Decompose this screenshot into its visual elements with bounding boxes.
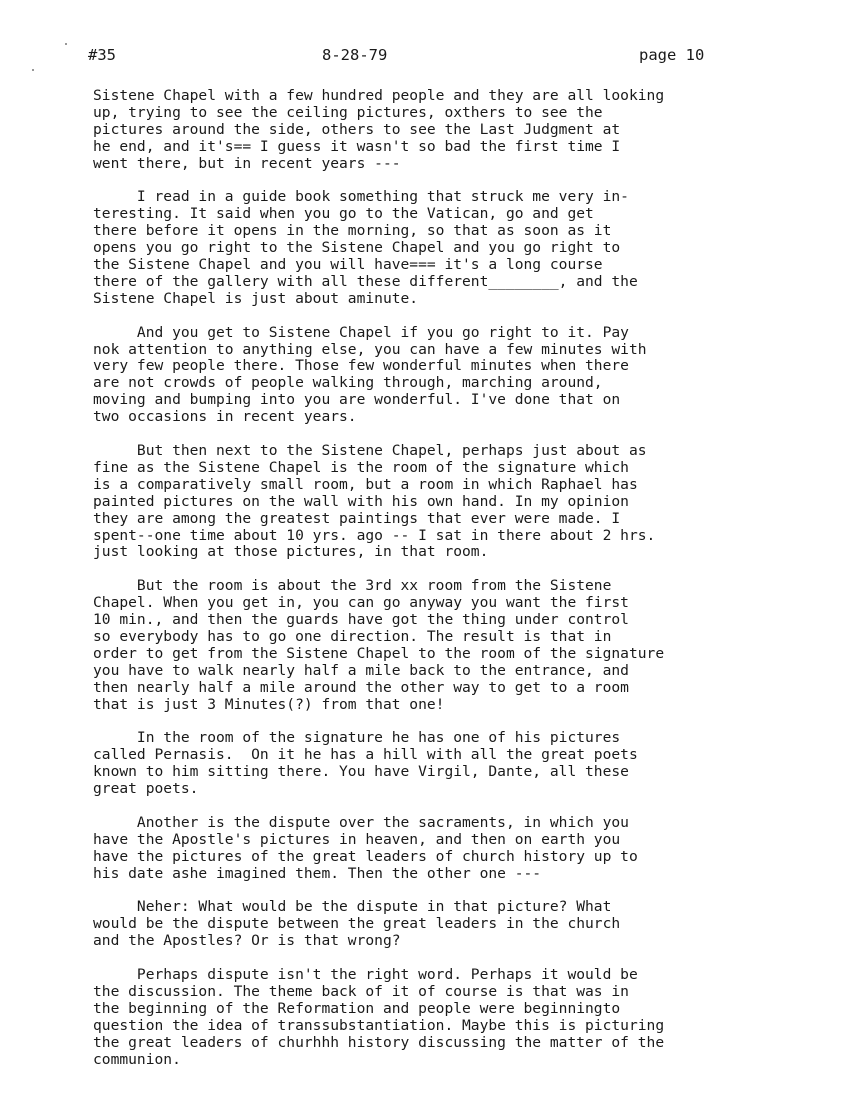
text-line: have the Apostle's pictures in heaven, and then on earth you — [93, 830, 621, 848]
text-line: his date ashe imagined them. Then the other one --- — [93, 864, 542, 882]
text-line: and the Apostles? Or is that wrong? — [93, 932, 401, 950]
text-line: went there, but in recent years --- — [93, 154, 401, 172]
text-line: But then next to the Sistene Chapel, perhaps just about as — [93, 441, 647, 459]
text-line: communion. — [93, 1050, 181, 1068]
page-header — [0, 46, 852, 66]
text-line: you have to walk nearly half a mile back to the entrance, and — [93, 661, 629, 679]
text-line: just looking at those pictures, in that room. — [93, 543, 489, 561]
text-line: known to him sitting there. You have Virgil, Dante, all these — [93, 763, 629, 781]
text-line: Chapel. When you get in, you can go anyway you want the first — [93, 594, 629, 612]
text-line: is a comparatively small room, but a room in which Raphael has — [93, 475, 638, 493]
paragraph — [93, 578, 783, 713]
text-line: question the idea of transsubstantiation. Maybe this is picturing — [93, 1016, 665, 1034]
text-line: teresting. It said when you go to the Vatican, go and get — [93, 205, 594, 223]
paragraph — [93, 730, 783, 798]
text-line: spent--one time about 10 yrs. ago -- I sat in there about 2 hrs. — [93, 526, 656, 544]
text-line: painted pictures on the wall with his own hand. In my opinion — [93, 492, 629, 510]
text-line: the great leaders of churhhh history discussing the matter of the — [93, 1033, 665, 1051]
text-line: great poets. — [93, 780, 199, 798]
paragraph — [93, 899, 783, 950]
text-line: In the room of the signature he has one of his pictures — [93, 729, 621, 747]
text-line: I read in a guide book something that struck me very in- — [93, 188, 629, 206]
text-line: then nearly half a mile around the other way to get to a room — [93, 678, 629, 696]
text-line: two occasions in recent years. — [93, 408, 357, 426]
text-line: the beginning of the Reformation and people were beginningto — [93, 999, 621, 1017]
text-line: so everybody has to go one direction. The result is that in — [93, 627, 612, 645]
paragraph — [93, 815, 783, 883]
text-line: 10 min., and then the guards have got the thing under control — [93, 611, 629, 629]
document-number: #35 — [88, 46, 116, 64]
text-line: that is just 3 Minutes(?) from that one! — [93, 695, 445, 713]
text-line: fine as the Sistene Chapel is the room of the signature which — [93, 458, 629, 476]
text-line: the discussion. The theme back of it of course is that was in — [93, 982, 629, 1000]
text-line: have the pictures of the great leaders of church history up to — [93, 847, 638, 865]
text-line: Sistene Chapel is just about aminute. — [93, 289, 419, 307]
text-line: there before it opens in the morning, so that as soon as it — [93, 222, 612, 240]
text-line: Neher: What would be the dispute in that picture? What — [93, 898, 612, 916]
text-line: order to get from the Sistene Chapel to the room of the signature — [93, 644, 665, 662]
text-line: up, trying to see the ceiling pictures, oxthers to see the — [93, 103, 603, 121]
text-line: there of the gallery with all these different________, and the — [93, 272, 638, 290]
text-line: Sistene Chapel with a few hundred people and they are all looking — [93, 87, 665, 104]
text-line: Another is the dispute over the sacraments, in which you — [93, 813, 629, 831]
text-line: Perhaps dispute isn't the right word. Perhaps it would be — [93, 966, 638, 983]
page-number: page 10 — [639, 46, 705, 64]
document-date: 8-28-79 — [322, 46, 388, 64]
text-line: they are among the greatest paintings that ever were made. I — [93, 509, 621, 527]
text-line: called Pernasis. On it he has a hill with all the great poets — [93, 746, 638, 764]
text-line: But the room is about the 3rd xx room from the Sistene — [93, 577, 612, 595]
text-line: would be the dispute between the great leaders in the church — [93, 915, 621, 933]
text-line: pictures around the side, others to see the Last Judgment at — [93, 120, 621, 138]
speck-mark — [65, 43, 67, 45]
paragraph — [93, 88, 783, 173]
speck-mark — [32, 69, 34, 71]
transcript-body — [93, 88, 783, 1085]
paragraph — [93, 189, 783, 307]
text-line: are not crowds of people walking through, marching around, — [93, 374, 603, 392]
paragraph — [93, 967, 783, 1068]
text-line: he end, and it's== I guess it wasn't so bad the first time I — [93, 137, 621, 155]
text-line: the Sistene Chapel and you will have=== it's a long course — [93, 256, 603, 274]
text-line: nok attention to anything else, you can have a few minutes with — [93, 340, 647, 358]
paragraph — [93, 325, 783, 426]
paragraph — [93, 443, 783, 561]
text-line: very few people there. Those few wonderful minutes when there — [93, 357, 629, 375]
text-line: opens you go right to the Sistene Chapel and you go right to — [93, 239, 621, 257]
text-line: And you get to Sistene Chapel if you go right to it. Pay — [93, 323, 629, 341]
text-line: moving and bumping into you are wonderful. I've done that on — [93, 391, 621, 409]
